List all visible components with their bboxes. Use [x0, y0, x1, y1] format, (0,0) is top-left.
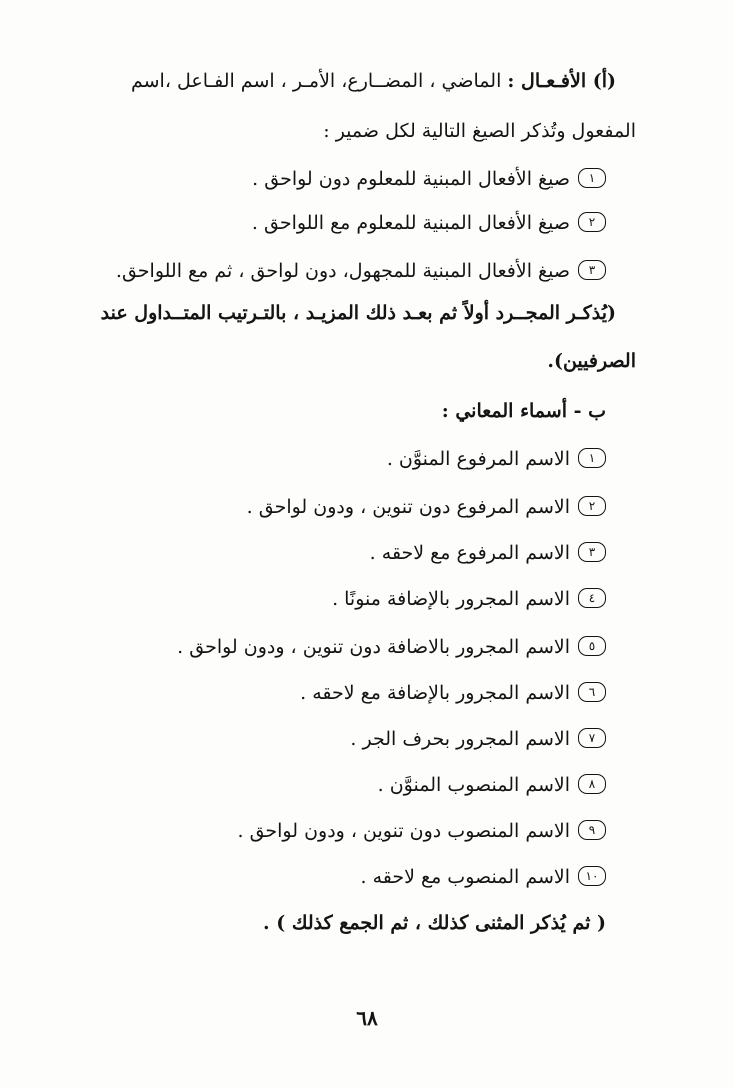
item-number-badge: ١٠: [578, 866, 606, 886]
item-text: الاسم المرفوع مع لاحقه .: [369, 542, 570, 564]
section-a-heading: (أ) الأفـعـال :: [507, 70, 616, 92]
item-number-badge: ١: [578, 168, 606, 188]
section-b-item-10: [360, 862, 606, 892]
section-a-line-1-text: الماضي ، المضــارع، الأمـر ، اسم الفـاعل ،اسم: [130, 70, 502, 92]
item-number-badge: ٣: [578, 260, 606, 280]
section-a-line-1: [98, 66, 616, 96]
section-b-item-2: [247, 492, 606, 522]
item-number-badge: ٢: [578, 212, 606, 232]
section-b-item-1: [387, 444, 606, 474]
item-text: الاسم المنصوب المنوَّن .: [377, 774, 570, 796]
item-number-badge: ٨: [578, 774, 606, 794]
section-a-line-2: المفعول وتُذكر الصيغ التالية لكل ضمير :: [323, 120, 636, 142]
section-b-item-6: [300, 678, 606, 708]
item-text: الاسم المجرور بالإضافة منونًا .: [332, 588, 570, 610]
item-number-badge: ٦: [578, 682, 606, 702]
item-text: الاسم المجرور بالاضافة دون تنوين ، ودون لواحق .: [177, 636, 570, 658]
item-text: صيغ الأفعال المبنية للمجهول، دون لواحق ، ثم مع اللواحق.: [115, 260, 570, 282]
section-a-note-line-1: (يُذكـر المجــرد أولاً ثم بعـد ذلك المزيـد ، بالتـرتيب المتــداول عند: [100, 302, 616, 324]
section-b-heading: ب - أسماء المعاني :: [441, 400, 606, 422]
item-number-badge: ٣: [578, 542, 606, 562]
section-b-closing: ( ثم يُذكر المثنى كذلك ، ثم الجمع كذلك ) .: [263, 912, 606, 934]
item-text: الاسم المجرور بحرف الجر .: [350, 728, 570, 750]
section-b-item-9: [237, 816, 606, 846]
item-number-badge: ٧: [578, 728, 606, 748]
item-text: الاسم المرفوع دون تنوين ، ودون لواحق .: [246, 496, 570, 518]
item-number-badge: ٢: [578, 496, 606, 516]
section-b-item-4: [332, 584, 606, 614]
section-b-item-8: [378, 770, 606, 800]
section-a-item-1: [252, 164, 606, 194]
item-number-badge: ٩: [578, 820, 606, 840]
item-text: صيغ الأفعال المبنية للمعلوم مع اللواحق .: [251, 212, 570, 234]
item-text: الاسم المنصوب دون تنوين ، ودون لواحق .: [237, 820, 570, 842]
section-b-item-7: [350, 724, 606, 754]
section-b-item-3: [370, 538, 606, 568]
section-a-item-2: [252, 208, 606, 238]
item-number-badge: ١: [578, 448, 606, 468]
item-number-badge: ٤: [578, 588, 606, 608]
item-number-badge: ٥: [578, 636, 606, 656]
section-b-item-5: [177, 632, 606, 662]
item-text: صيغ الأفعال المبنية للمعلوم دون لواحق .: [252, 168, 570, 190]
item-text: الاسم المرفوع المنوَّن .: [386, 448, 570, 470]
section-a-note-line-2: الصرفيين).: [547, 350, 636, 372]
page-number: ٦٨: [356, 1006, 378, 1030]
item-text: الاسم المجرور بالإضافة مع لاحقه .: [300, 682, 570, 704]
item-text: الاسم المنصوب مع لاحقه .: [360, 866, 570, 888]
section-a-item-3: [116, 256, 606, 286]
